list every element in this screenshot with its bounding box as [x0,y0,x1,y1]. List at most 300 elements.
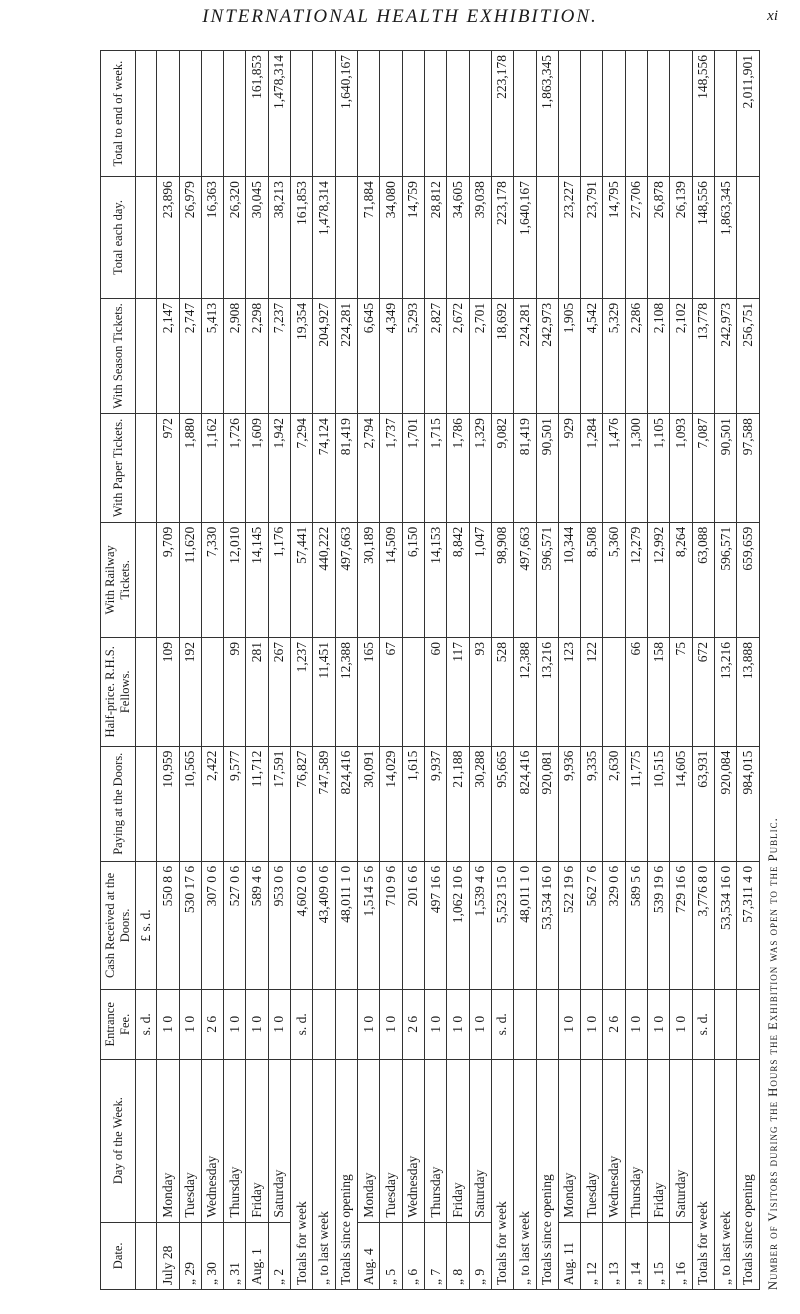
cell-paying: 95,665 [491,746,513,861]
cell-fee: 1 0 [670,990,692,1060]
cell-half-price: 13,216 [715,637,737,746]
cell-total-day: 71,884 [358,177,380,299]
cell-total-day: 1,640,167 [514,177,536,299]
col-paper: With Paper Tickets. [101,414,136,523]
cell-paper: 7,087 [692,414,714,523]
totals-row [291,51,313,1290]
units-row [136,51,157,1290]
cell-day: Monday [558,1059,580,1222]
cell-fee: 2 6 [402,990,424,1060]
cell-railway: 497,663 [514,522,536,637]
units-blank [136,51,157,177]
cell-total-day: 39,038 [469,177,491,299]
cell-date: „ 15 [648,1222,670,1289]
cell-day: Tuesday [179,1059,201,1222]
cell-railway: 57,441 [291,522,313,637]
cell-total-week: 161,853 [246,51,268,177]
cell-season: 2,701 [469,298,491,413]
cell-date: „ 29 [179,1222,201,1289]
cell-paying: 824,416 [335,746,357,861]
cell-season: 2,298 [246,298,268,413]
cell-fee: 1 0 [246,990,268,1060]
cell-railway: 12,010 [224,522,246,637]
cell-total-day [536,177,558,299]
cell-total-day: 1,478,314 [313,177,335,299]
cell-railway: 1,176 [268,522,290,637]
cell-paper: 972 [157,414,179,523]
cell-season: 256,751 [737,298,760,413]
cell-day: Friday [648,1059,670,1222]
cell-total-week [157,51,179,177]
totals-unit [514,990,536,1060]
cell-half-price: 13,216 [536,637,558,746]
cell-date: „ 8 [447,1222,469,1289]
cell-cash: 5,523 15 0 [491,861,513,989]
cell-total-day: 223,178 [491,177,513,299]
cell-season: 1,905 [558,298,580,413]
cell-total-week [424,51,446,177]
totals-label: Totals since opening [335,1059,357,1289]
cell-cash: 329 0 6 [603,861,625,989]
cell-paper: 929 [558,414,580,523]
cell-date: „ 9 [469,1222,491,1289]
cell-paying: 10,959 [157,746,179,861]
cell-season: 5,413 [201,298,223,413]
col-cash: Cash Received at the Doors. [101,861,136,989]
cell-day: Tuesday [380,1059,402,1222]
cell-season: 242,973 [715,298,737,413]
cell-total-week [224,51,246,177]
cell-total-week: 1,478,314 [268,51,290,177]
cell-season: 7,237 [268,298,290,413]
cell-total-day: 27,706 [625,177,647,299]
cell-railway: 1,047 [469,522,491,637]
col-half-price: Half-price. R.H.S. Fellows. [101,637,136,746]
cell-fee: 1 0 [581,990,603,1060]
cell-total-week: 1,863,345 [536,51,558,177]
cell-paper: 81,419 [335,414,357,523]
cell-cash: 3,776 8 0 [692,861,714,989]
cell-paper: 7,294 [291,414,313,523]
totals-label: Totals for week [491,1059,513,1289]
cell-paper: 1,476 [603,414,625,523]
cell-total-week [402,51,424,177]
table-row [603,51,625,1290]
cell-railway: 5,360 [603,522,625,637]
cell-date: „ 30 [201,1222,223,1289]
table-row [402,51,424,1290]
cell-date: „ 14 [625,1222,647,1289]
cell-day: Friday [447,1059,469,1222]
cell-total-day: 23,791 [581,177,603,299]
cell-paying: 11,712 [246,746,268,861]
totals-label: „ to last week [715,1059,737,1289]
cell-total-week [469,51,491,177]
cell-total-day: 23,896 [157,177,179,299]
cell-railway: 30,189 [358,522,380,637]
cell-half-price: 281 [246,637,268,746]
cell-paying: 920,084 [715,746,737,861]
cell-railway: 7,330 [201,522,223,637]
cell-season: 18,692 [491,298,513,413]
cell-cash: 201 6 6 [402,861,424,989]
cell-paper: 1,284 [581,414,603,523]
cell-total-day: 26,878 [648,177,670,299]
cell-date: „ 6 [402,1222,424,1289]
cell-half-price: 123 [558,637,580,746]
cell-cash: 4,602 0 6 [291,861,313,989]
cell-half-price: 1,237 [291,637,313,746]
cell-date: Aug. 4 [358,1222,380,1289]
cell-fee: 1 0 [179,990,201,1060]
cell-railway: 596,571 [536,522,558,637]
fee-units: s. d. [136,990,157,1060]
header-row [101,51,136,1290]
table-row [670,51,692,1290]
cell-season: 242,973 [536,298,558,413]
table-row [268,51,290,1290]
table-caption: Number of Visitors during the Hours the Exhibition was open to the Public. [766,817,780,1290]
cell-half-price [402,637,424,746]
cell-fee: 1 0 [469,990,491,1060]
cell-railway: 14,509 [380,522,402,637]
cell-total-week [625,51,647,177]
cell-date: July 28 [157,1222,179,1289]
cell-railway: 659,659 [737,522,760,637]
cell-railway: 8,264 [670,522,692,637]
cell-cash: 729 16 6 [670,861,692,989]
totals-label: „ to last week [514,1059,536,1289]
cell-total-day: 16,363 [201,177,223,299]
totals-label: Totals for week [692,1059,714,1289]
cell-day: Friday [246,1059,268,1222]
cell-total-week: 2,011,901 [737,51,760,177]
cell-day: Monday [358,1059,380,1222]
table-row [201,51,223,1290]
cell-paying: 63,931 [692,746,714,861]
cell-paying: 824,416 [514,746,536,861]
cell-railway: 12,992 [648,522,670,637]
col-railway: With Railway Tickets. [101,522,136,637]
cell-paying: 76,827 [291,746,313,861]
cell-paper: 1,300 [625,414,647,523]
cell-paper: 1,701 [402,414,424,523]
cell-half-price: 60 [424,637,446,746]
cell-fee: 1 0 [625,990,647,1060]
cell-half-price: 528 [491,637,513,746]
cell-paper: 1,737 [380,414,402,523]
col-fee: Entrance Fee. [101,990,136,1060]
cell-fee: 1 0 [380,990,402,1060]
cell-season: 2,747 [179,298,201,413]
cell-railway: 6,150 [402,522,424,637]
cell-cash: 307 0 6 [201,861,223,989]
table-row [581,51,603,1290]
cell-paper: 1,942 [268,414,290,523]
cell-cash: 589 5 6 [625,861,647,989]
cell-fee: 2 6 [603,990,625,1060]
cell-paper: 1,880 [179,414,201,523]
cell-season: 2,108 [648,298,670,413]
cell-total-day: 34,080 [380,177,402,299]
cell-day: Thursday [625,1059,647,1222]
col-season: With Season Tickets. [101,298,136,413]
cell-paying: 9,577 [224,746,246,861]
table-row [157,51,179,1290]
cell-cash: 710 9 6 [380,861,402,989]
cell-season: 6,645 [358,298,380,413]
units-blank [136,522,157,637]
units-blank [136,1222,157,1289]
cell-half-price: 12,388 [514,637,536,746]
cell-paying: 2,422 [201,746,223,861]
cell-day: Wednesday [402,1059,424,1222]
cell-total-day: 26,320 [224,177,246,299]
cell-cash: 43,409 0 6 [313,861,335,989]
cell-paper: 81,419 [514,414,536,523]
cell-cash: 48,011 1 0 [335,861,357,989]
cell-half-price: 117 [447,637,469,746]
cell-half-price: 12,388 [335,637,357,746]
cell-railway: 596,571 [715,522,737,637]
totals-label: „ to last week [313,1059,335,1289]
cell-cash: 530 17 6 [179,861,201,989]
cell-railway: 63,088 [692,522,714,637]
cell-day: Saturday [670,1059,692,1222]
visitors-table [100,50,781,1290]
cell-half-price: 267 [268,637,290,746]
cell-total-week [179,51,201,177]
cell-paper: 1,609 [246,414,268,523]
cell-fee: 1 0 [424,990,446,1060]
cell-paying: 30,091 [358,746,380,861]
page-header [0,0,800,40]
cell-total-week: 1,640,167 [335,51,357,177]
cell-paper: 1,105 [648,414,670,523]
cell-paying: 14,605 [670,746,692,861]
col-date: Date. [101,1222,136,1289]
table-row [358,51,380,1290]
cell-total-day: 23,227 [558,177,580,299]
cell-season: 2,908 [224,298,246,413]
table-body [157,51,760,1290]
table-row [246,51,268,1290]
totals-unit [737,990,760,1060]
cell-total-week [648,51,670,177]
cell-paper: 1,162 [201,414,223,523]
totals-unit: s. d. [291,990,313,1060]
totals-unit [313,990,335,1060]
cell-half-price: 93 [469,637,491,746]
cell-total-week [581,51,603,177]
cell-season: 2,147 [157,298,179,413]
cell-railway: 10,344 [558,522,580,637]
cell-day: Saturday [268,1059,290,1222]
cell-half-price: 99 [224,637,246,746]
cell-total-day: 26,139 [670,177,692,299]
cell-date: „ 7 [424,1222,446,1289]
cell-total-week [380,51,402,177]
units-blank [136,746,157,861]
units-blank [136,637,157,746]
cell-total-day: 26,979 [179,177,201,299]
cell-cash: 53,534 16 0 [536,861,558,989]
units-blank [136,177,157,299]
cell-total-day: 1,863,345 [715,177,737,299]
cell-paper: 90,501 [715,414,737,523]
cell-paying: 9,937 [424,746,446,861]
page-number: xi [767,8,778,24]
cell-paying: 14,029 [380,746,402,861]
cell-cash: 1,514 5 6 [358,861,380,989]
cell-date: „ 13 [603,1222,625,1289]
cell-railway: 14,145 [246,522,268,637]
table-row [625,51,647,1290]
cell-date: „ 12 [581,1222,603,1289]
totals-row [335,51,357,1290]
cell-fee: 1 0 [558,990,580,1060]
cell-paying: 10,565 [179,746,201,861]
cell-total-week [313,51,335,177]
cell-half-price: 122 [581,637,603,746]
cell-cash: 953 0 6 [268,861,290,989]
cell-railway: 98,908 [491,522,513,637]
cell-half-price: 13,888 [737,637,760,746]
cell-season: 5,329 [603,298,625,413]
cell-season: 2,286 [625,298,647,413]
totals-row [715,51,737,1290]
cell-paying: 11,775 [625,746,647,861]
cell-day: Thursday [224,1059,246,1222]
cell-date: „ 5 [380,1222,402,1289]
col-paying: Paying at the Doors. [101,746,136,861]
cell-railway: 8,508 [581,522,603,637]
cell-cash: 57,311 4 0 [737,861,760,989]
cell-cash: 589 4 6 [246,861,268,989]
cell-half-price: 11,451 [313,637,335,746]
cell-day: Tuesday [581,1059,603,1222]
cell-total-week [201,51,223,177]
cell-total-day: 161,853 [291,177,313,299]
cell-date: Aug. 1 [246,1222,268,1289]
cell-paper: 1,726 [224,414,246,523]
cell-date: „ 16 [670,1222,692,1289]
cell-season: 2,672 [447,298,469,413]
totals-label: Totals since opening [737,1059,760,1289]
cell-half-price [201,637,223,746]
cell-paying: 920,081 [536,746,558,861]
units-blank [136,1059,157,1222]
cell-date: „ 31 [224,1222,246,1289]
cell-total-day: 28,812 [424,177,446,299]
table-row [380,51,402,1290]
table-row [424,51,446,1290]
cell-fee: 2 6 [201,990,223,1060]
cell-cash: 1,539 4 6 [469,861,491,989]
table-row [648,51,670,1290]
cell-total-week [558,51,580,177]
cell-paper: 1,329 [469,414,491,523]
cell-total-day: 14,759 [402,177,424,299]
table-row [558,51,580,1290]
table-row [469,51,491,1290]
cell-date: Aug. 11 [558,1222,580,1289]
cell-cash: 48,011 1 0 [514,861,536,989]
cell-season: 224,281 [335,298,357,413]
cell-season: 224,281 [514,298,536,413]
cell-paying: 2,630 [603,746,625,861]
cell-half-price: 672 [692,637,714,746]
cell-season: 13,778 [692,298,714,413]
cell-half-price: 165 [358,637,380,746]
totals-label: Totals since opening [536,1059,558,1289]
cell-paying: 9,335 [581,746,603,861]
totals-unit [715,990,737,1060]
cell-season: 2,102 [670,298,692,413]
cell-total-week: 223,178 [491,51,513,177]
cell-total-week [447,51,469,177]
cell-half-price [603,637,625,746]
col-total-day: Total each day. [101,177,136,299]
cell-fee: 1 0 [447,990,469,1060]
cell-paper: 90,501 [536,414,558,523]
cell-season: 2,827 [424,298,446,413]
cell-total-day: 14,795 [603,177,625,299]
cell-cash: 562 7 6 [581,861,603,989]
cell-total-week [514,51,536,177]
cell-total-day: 30,045 [246,177,268,299]
totals-row [536,51,558,1290]
cell-railway: 9,709 [157,522,179,637]
running-title: INTERNATIONAL HEALTH EXHIBITION. [202,6,598,27]
cell-day: Saturday [469,1059,491,1222]
cell-half-price: 75 [670,637,692,746]
cell-total-week [715,51,737,177]
cell-fee: 1 0 [358,990,380,1060]
cell-total-week [603,51,625,177]
cell-day: Thursday [424,1059,446,1222]
cell-total-day: 148,556 [692,177,714,299]
cell-paying: 1,615 [402,746,424,861]
totals-row [737,51,760,1290]
cell-season: 204,927 [313,298,335,413]
cell-railway: 11,620 [179,522,201,637]
cell-cash: 497 16 6 [424,861,446,989]
cell-paper: 2,794 [358,414,380,523]
cell-paper: 9,082 [491,414,513,523]
cell-paying: 30,288 [469,746,491,861]
cell-paper: 1,093 [670,414,692,523]
cell-total-day: 34,605 [447,177,469,299]
cell-paper: 74,124 [313,414,335,523]
col-total-week: Total to end of week. [101,51,136,177]
cell-railway: 8,842 [447,522,469,637]
cell-season: 5,293 [402,298,424,413]
cell-fee: 1 0 [268,990,290,1060]
cell-total-day [335,177,357,299]
totals-unit [536,990,558,1060]
cell-paper: 97,588 [737,414,760,523]
cell-half-price: 158 [648,637,670,746]
totals-row [514,51,536,1290]
cell-season: 4,349 [380,298,402,413]
totals-unit: s. d. [692,990,714,1060]
cell-day: Wednesday [201,1059,223,1222]
cell-total-week [670,51,692,177]
totals-row [491,51,513,1290]
cell-cash: 527 0 6 [224,861,246,989]
cell-day: Wednesday [603,1059,625,1222]
